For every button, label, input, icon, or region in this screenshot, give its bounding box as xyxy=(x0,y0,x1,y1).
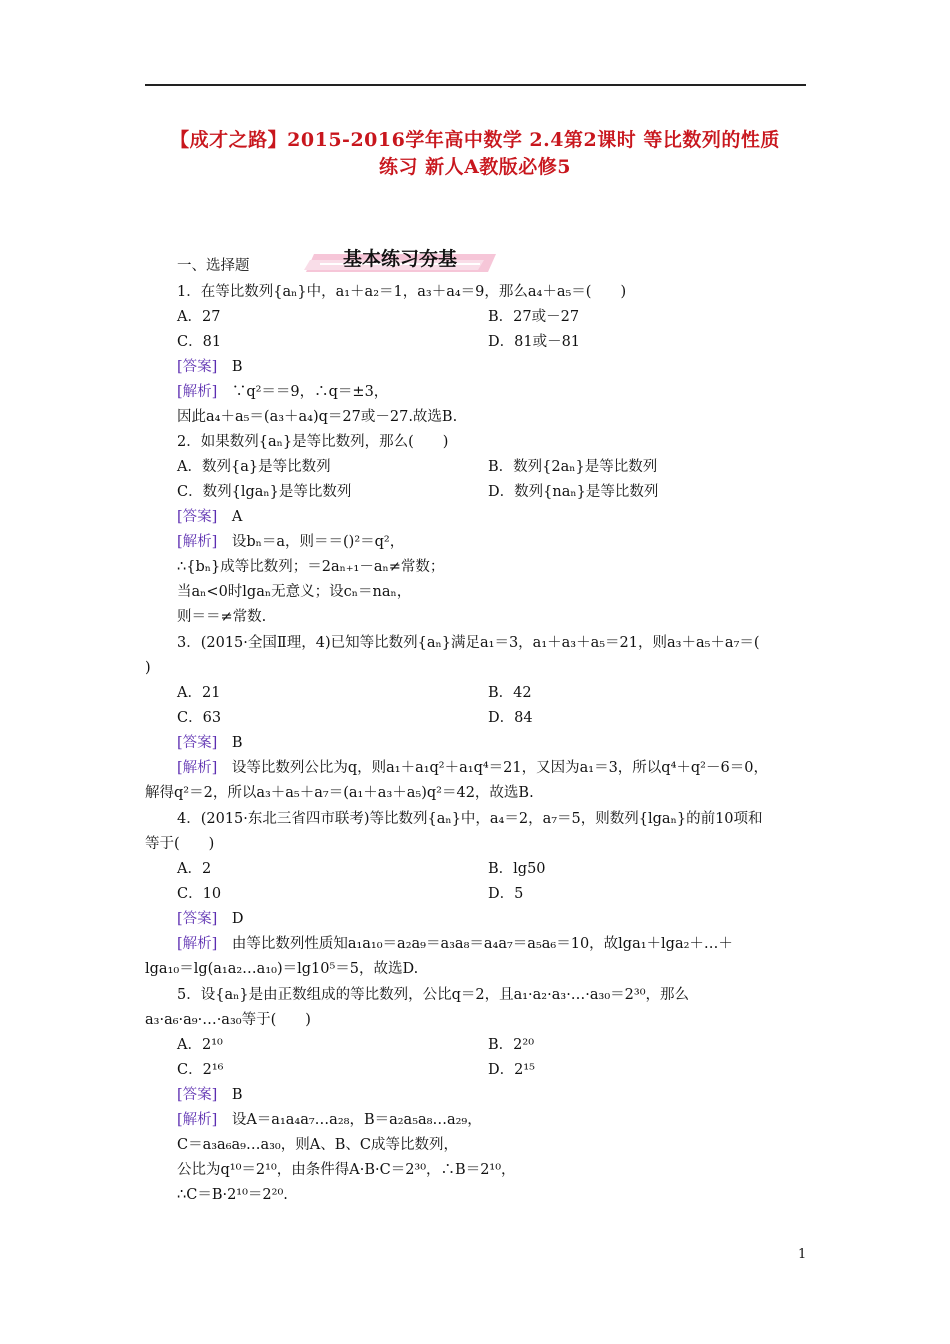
question-1-analysis-1: ∵q²＝＝9，∴q＝±3， xyxy=(231,384,389,400)
question-4-option-a: A．2 xyxy=(177,861,212,877)
question-4-stem-cont: 等于( ) xyxy=(145,836,215,852)
question-2-analysis-4: 则＝＝≠常数. xyxy=(177,609,267,625)
question-5-option-b: B．2²⁰ xyxy=(488,1037,535,1053)
question-4-option-d: D．5 xyxy=(488,886,524,902)
question-5-stem-cont: a₃·a₆·a₉·…·a₃₀等于( ) xyxy=(145,1012,311,1028)
question-3-option-b: B．42 xyxy=(488,685,532,701)
banner-text: 基本练习夯基 xyxy=(342,248,457,270)
question-3-answer: B xyxy=(231,735,243,751)
header-rule xyxy=(145,84,806,86)
question-2-analysis-row xyxy=(177,532,404,552)
question-3-stem-cont: ) xyxy=(145,660,151,676)
question-1-answer-row xyxy=(177,357,242,377)
question-2-option-d: D．数列{naₙ}是等比数列 xyxy=(488,484,659,500)
document-title-line1: 【成才之路】2015-2016学年高中数学 2.4第2课时 等比数列的性质 xyxy=(170,129,780,151)
analysis-label: [解析] xyxy=(177,1112,218,1128)
question-1-option-b: B．27或－27 xyxy=(488,309,580,325)
answer-label: [答案] xyxy=(177,509,218,525)
question-2-option-c: C．数列{lgaₙ}是等比数列 xyxy=(177,484,352,500)
question-1-option-d: D．81或－81 xyxy=(488,334,581,350)
question-5-analysis-1: 设A＝a₁a₄a₇…a₂₈，B＝a₂a₅a₈…a₂₉， xyxy=(231,1112,482,1128)
question-4-analysis-1: 由等比数列性质知a₁a₁₀＝a₂a₉＝a₃a₈＝a₄a₇＝a₅a₆＝10，故lga₁＋lga₂＋…＋ xyxy=(231,936,733,952)
question-3-stem: 3．(2015·全国Ⅱ理，4)已知等比数列{aₙ}满足a₁＝3，a₁＋a₃＋a₅＝21，则a₃＋a₅＋a₇＝( xyxy=(177,635,760,651)
answer-label: [答案] xyxy=(177,359,218,375)
question-3-analysis-row xyxy=(177,758,768,778)
question-5-analysis-3: 公比为q¹⁰＝2¹⁰，由条件得A·B·C＝2³⁰，∴B＝2¹⁰， xyxy=(177,1162,516,1178)
question-4-stem: 4．(2015·东北三省四市联考)等比数列{aₙ}中，a₄＝2，a₇＝5，则数列{lgaₙ}的前10项和 xyxy=(177,811,763,827)
question-4-answer-row xyxy=(177,909,243,929)
question-2-analysis-1: 设bₙ＝a，则＝＝()²＝q²， xyxy=(231,534,405,550)
page-number: 1 xyxy=(798,1247,807,1262)
analysis-label: [解析] xyxy=(177,384,218,400)
question-4-option-c: C．10 xyxy=(177,886,222,902)
question-1-analysis-row xyxy=(177,382,388,402)
question-2-analysis-2: ∴{bₙ}成等比数列；＝2aₙ₊₁－aₙ≠常数； xyxy=(177,559,445,575)
question-4-option-b: B．lg50 xyxy=(488,861,546,877)
answer-label: [答案] xyxy=(177,735,218,751)
question-5-stem: 5．设{aₙ}是由正数组成的等比数列，公比q＝2，且a₁·a₂·a₃·…·a₃₀＝2³⁰，那么 xyxy=(177,987,690,1003)
question-2-option-a: A．数列{a}是等比数列 xyxy=(177,459,331,475)
analysis-label: [解析] xyxy=(177,760,218,776)
question-1-stem: 1．在等比数列{aₙ}中，a₁＋a₂＝1，a₃＋a₄＝9，那么a₄＋a₅＝( ) xyxy=(177,284,627,300)
question-2-option-b: B．数列{2aₙ}是等比数列 xyxy=(488,459,658,475)
question-1-analysis-2: 因此a₄＋a₅＝(a₃＋a₄)q＝27或－27.故选B. xyxy=(177,409,458,425)
answer-label: [答案] xyxy=(177,1087,218,1103)
question-5-analysis-row xyxy=(177,1110,482,1130)
question-3-analysis-1: 设等比数列公比为q，则a₁＋a₁q²＋a₁q⁴＝21，又因为a₁＝3，所以q⁴＋q²－6＝0， xyxy=(231,760,768,776)
question-4-analysis-2: lga₁₀＝lg(a₁a₂…a₁₀)＝lg10⁵＝5，故选D. xyxy=(145,961,419,977)
question-2-stem: 2．如果数列{aₙ}是等比数列，那么( ) xyxy=(177,434,449,450)
question-3-analysis-2: 解得q²＝2，所以a₃＋a₅＋a₇＝(a₁＋a₃＋a₅)q²＝42，故选B. xyxy=(145,785,534,801)
section-heading: 一、选择题 xyxy=(177,258,250,274)
question-5-option-a: A．2¹⁰ xyxy=(177,1037,223,1053)
section-banner xyxy=(300,244,500,274)
question-1-option-a: A．27 xyxy=(177,309,221,325)
answer-label: [答案] xyxy=(177,911,218,927)
analysis-label: [解析] xyxy=(177,936,218,952)
question-3-option-d: D．84 xyxy=(488,710,533,726)
question-1-answer: B xyxy=(231,359,243,375)
question-3-option-a: A．21 xyxy=(177,685,221,701)
question-4-answer: D xyxy=(231,911,244,927)
question-2-answer-row xyxy=(177,507,242,527)
question-2-answer: A xyxy=(231,509,243,525)
question-5-option-d: D．2¹⁵ xyxy=(488,1062,535,1078)
question-5-answer: B xyxy=(231,1087,243,1103)
question-5-answer-row xyxy=(177,1085,242,1105)
question-5-option-c: C．2¹⁶ xyxy=(177,1062,224,1078)
question-4-analysis-row xyxy=(177,934,733,954)
question-3-answer-row xyxy=(177,733,242,753)
document-title-line2: 练习 新人A教版必修5 xyxy=(378,156,572,178)
question-1-option-c: C．81 xyxy=(177,334,222,350)
question-3-option-c: C．63 xyxy=(177,710,222,726)
question-5-analysis-4: ∴C＝B·2¹⁰＝2²⁰. xyxy=(177,1187,288,1203)
analysis-label: [解析] xyxy=(177,534,218,550)
question-5-analysis-2: C＝a₃a₆a₉…a₃₀，则A、B、C成等比数列， xyxy=(177,1137,458,1153)
question-2-analysis-3: 当aₙ<0时lgaₙ无意义；设cₙ＝naₙ， xyxy=(177,584,412,600)
